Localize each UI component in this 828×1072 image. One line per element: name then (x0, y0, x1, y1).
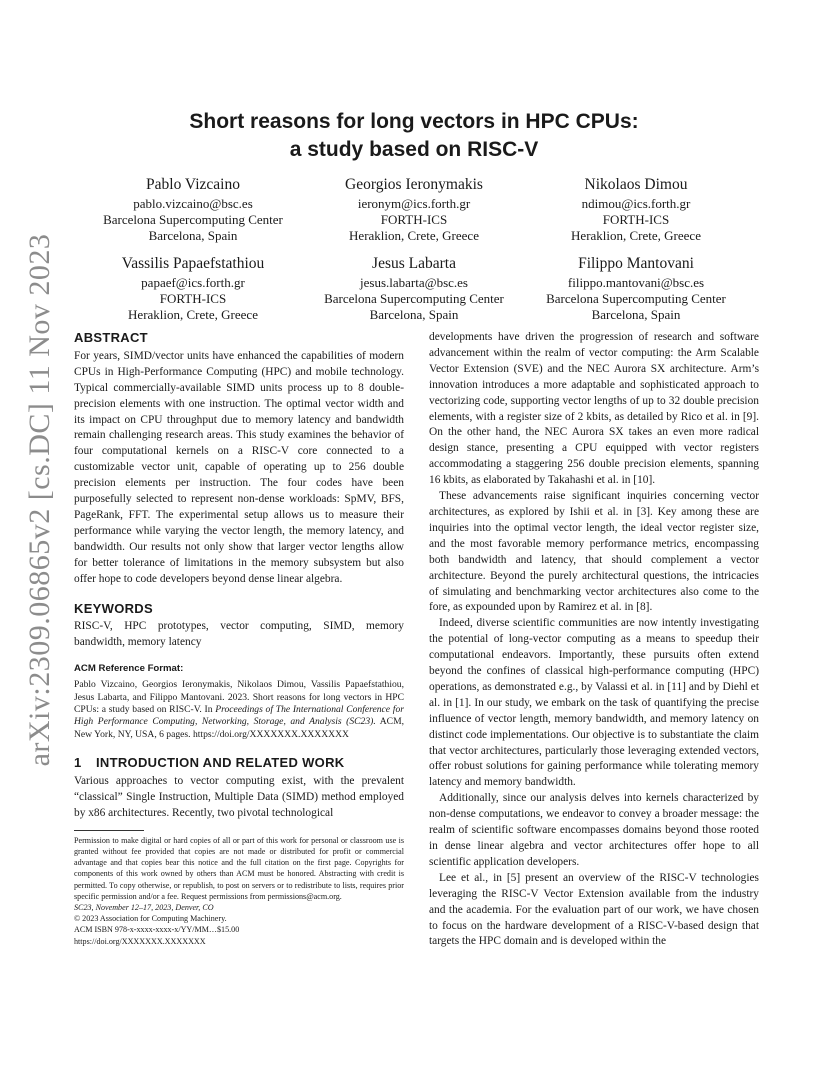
title-line-1: Short reasons for long vectors in HPC CPUs: (189, 110, 639, 133)
arxiv-side-stamp (14, 233, 66, 767)
author-location: Heraklion, Crete, Greece (128, 307, 258, 322)
acm-reference-doi[interactable]: ACM, New York, NY, USA, 6 pages. https://doi.org/XXXXXXX.XXXXXXX (74, 716, 405, 740)
intro-paragraph: These advancements raise significant inquiries concerning vector architectures, as explored by Ishii et al. in [3]. Key among these are inquiries into the optimal vector length, the ideal vector register size, and the most favorable memory performance metrics, encompassing both bandwidth and latency, that should complement a vector architecture. Beyond the purely architectural questions, the intricacies of simulating and benchmarking vector architectures also come to the fore, as expounded upon by Ramirez et al. in [8]. (429, 490, 759, 614)
intro-paragraph: Lee et al., in [5] present an overview of the RISC-V technologies leveraging the RISC-V Vector Extension available from the industry and the academia. For the evaluation part of our work, we have chosen to focus on the hardware development of a RISC-V-based design that targets the HPC domain and is developed within the (429, 871, 759, 948)
author-affiliation: Barcelona Supercomputing Center (103, 212, 283, 227)
author-location: Heraklion, Crete, Greece (349, 228, 479, 243)
footnote-rule (74, 830, 144, 831)
author-location: Barcelona, Spain (148, 228, 238, 243)
acm-reference-heading: ACM Reference Format: (74, 663, 184, 675)
author-name: Filippo Mantovani (578, 255, 694, 272)
author-email[interactable]: filippo.mantovani@bsc.es (567, 275, 705, 290)
author-email[interactable]: jesus.labarta@bsc.es (360, 275, 468, 290)
permission-notice: Permission to make digital or hard copies of all or part of this work for personal or classroom use is granted without fee provided that copies are not made or distributed for profit or commercial advantage and that copies bear this notice and the full citation on the first page. Copyrights for components of this work owned by others than ACM must be honored. Abstracting with credit is permitted. To copy otherwise, or republish, to post on servers or to redistribute to lists, requires prior specific permission and/or a fee. Request permissions from permissions@acm.org. (74, 835, 404, 901)
abstract-heading: ABSTRACT (74, 330, 148, 345)
author-block (299, 254, 529, 323)
author-location: Barcelona, Spain (369, 307, 459, 322)
author-name: Georgios Ieronymakis (345, 176, 483, 193)
author-name: Pablo Vizcaino (146, 176, 240, 193)
copyright-line: © 2023 Association for Computing Machinery. (74, 914, 227, 924)
acm-reference-authors: Pablo Vizcaino, Georgios Ieronymakis, Nikolaos Dimou, Vassilis Papaefstathiou, Jesus Labarta, and Filippo Mantovani. 2023. Short reasons for long vectors in HPC CPUs: a study based on RISC-V. In (74, 679, 404, 715)
author-name: Jesus Labarta (372, 255, 456, 272)
abstract-text: For years, SIMD/vector units have enhanced the capabilities of modern CPUs in High-Performance Computing (HPC) and mobile technology. Typical commercially-available SIMD units process up to 8 double-precision elements with one instruction. The optimal vector width and its impact on CPU throughput due to memory latency and bandwidth remain challenging research areas. This study examines the behavior of four computational kernels on a RISC-V core connected to a customizable vector unit, capable of operating up to 256 double precision elements per instruction. The four codes have been purposefully selected to represent non-dense workloads: SpMV, BFS, PageRank, FFT. The experimental setup allows us to measure their performance while varying the vector length, the memory latency, and bandwidth. Our results not only show that larger vector lengths allow for better tolerance of limitations in the memory subsystem but also offer hope to code developers beyond dense linear algebra. (74, 349, 404, 585)
right-column (429, 330, 759, 950)
author-block (78, 175, 308, 244)
paper-title (74, 108, 754, 164)
isbn-line: ACM ISBN 978-x-xxxx-xxxx-x/YY/MM…$15.00 (74, 925, 240, 935)
conference-info: SC23, November 12–17, 2023, Denver, CO (74, 903, 214, 912)
intro-heading (74, 755, 404, 771)
author-location: Barcelona, Spain (591, 307, 681, 322)
intro-paragraph: Additionally, since our analysis delves into kernels characterized by non-dense computations, we endeavor to convey a broader message: the realm of scientific software encompasses domains beyond those rooted in dense linear algebra and vector architectures offer hope to all scientific application developers. (429, 792, 759, 868)
author-affiliation: FORTH-ICS (602, 212, 670, 227)
section-title: INTRODUCTION AND RELATED WORK (96, 755, 345, 771)
intro-paragraph: Indeed, diverse scientific communities are now intently investigating the potential of long-vector computing as a means to speedup their computational endeavors. Importantly, these pursuits often extend beyond the confines of classical high-performance computing (HPC) operations, as demonstrated e.g., by Valassi et al. in [11] and by Diehl et al. in [1]. In our study, we embark on the task of quantifying the precise influence of vector length, memory bandwidth, and memory latency on distinct code implementations. Our objective is to substantiate the claim that vector architectures, particularly those leveraging extended vectors, offer robust solutions for gaining performance while tolerating memory latency and memory bandwidth. (429, 617, 759, 789)
author-name: Nikolaos Dimou (584, 176, 688, 193)
author-block (521, 175, 751, 244)
author-email[interactable]: pablo.vizcaino@bsc.es (133, 196, 253, 211)
doi-link[interactable]: https://doi.org/XXXXXXX.XXXXXXX (74, 936, 206, 946)
keywords-text: RISC-V, HPC prototypes, vector computing, SIMD, memory bandwidth, memory latency (74, 620, 404, 649)
author-email[interactable]: ieronym@ics.forth.gr (357, 196, 471, 211)
keywords-heading: KEYWORDS (74, 600, 153, 616)
section-number: 1 (74, 755, 82, 771)
intro-paragraph: Various approaches to vector computing exist, with the prevalent “classical” Single Instruction, Multiple Data (SIMD) method employed by x86 architectures. Recently, two pivotal technological (74, 775, 404, 819)
author-affiliation: Barcelona Supercomputing Center (324, 291, 504, 306)
arxiv-identifier: arXiv:2309.06865v2 [cs.DC] 11 Nov 2023 (23, 233, 56, 767)
author-location: Heraklion, Crete, Greece (571, 228, 701, 243)
author-affiliation: FORTH-ICS (380, 212, 448, 227)
author-block (78, 254, 308, 323)
intro-paragraph: developments have driven the progression of research and software advancement within the realm of vector computing: the Arm Scalable Vector Extension (SVE) and the NEC Aurora SX architecture. Arm’s innovation introduces a more adaptable and sophisticated approach to vectorizing code, supporting vector lengths of up to 32 double precision elements, with a register size of 2 kbits, as detailed by Rico et al. in [9]. On the other hand, the NEC Aurora SX takes an even more radical design stance, presenting a CPU equipped with vector registers accommodating a staggering 256 double precision elements, spanning 16 kbits, as elaborated by Takahashi et al. in [10]. (429, 331, 759, 487)
author-block (299, 175, 529, 244)
author-affiliation: FORTH-ICS (159, 291, 227, 306)
author-block (521, 254, 751, 323)
author-name: Vassilis Papaefstathiou (121, 255, 265, 272)
acm-reference-text (74, 679, 404, 741)
author-email[interactable]: papaef@ics.forth.gr (141, 275, 245, 290)
author-affiliation: Barcelona Supercomputing Center (546, 291, 726, 306)
title-line-2: a study based on RISC-V (289, 138, 539, 161)
author-email[interactable]: ndimou@ics.forth.gr (581, 196, 691, 211)
acm-reference-venue: Proceedings of The International Conference for High Performance Computing, Networking, Storage, and Analysis (SC23). (74, 703, 404, 728)
left-column (74, 330, 404, 947)
